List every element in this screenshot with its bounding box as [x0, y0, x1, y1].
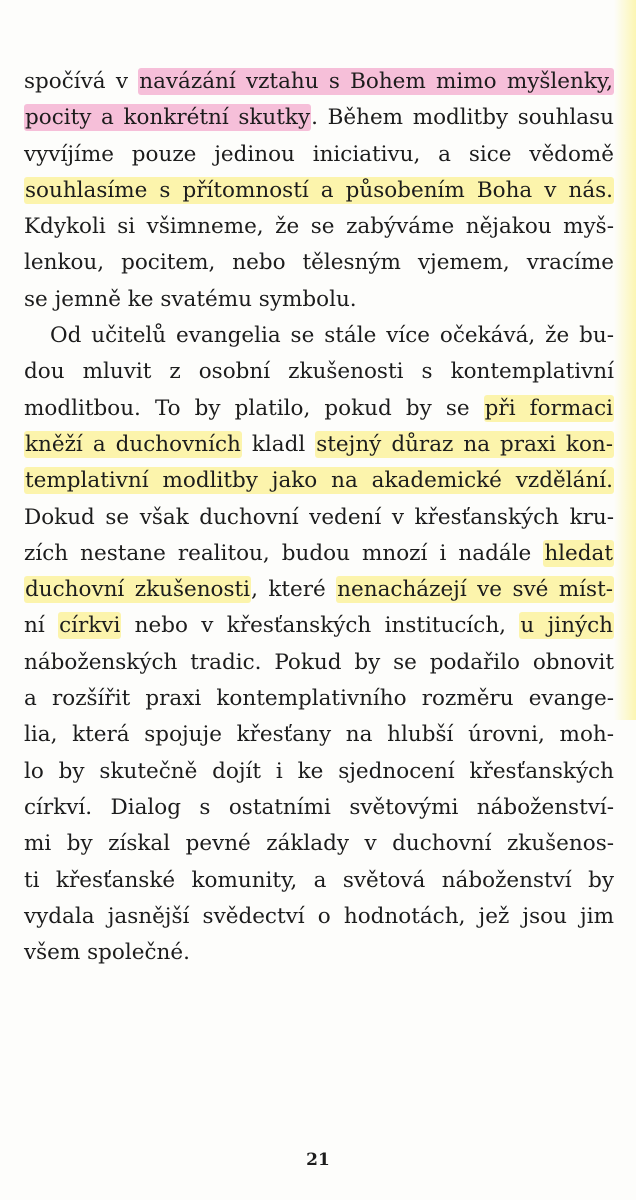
text-line — [24, 354, 614, 390]
text-segment: se jemně ke svatému symbolu. — [24, 286, 357, 312]
highlighted-text: při formaci — [484, 395, 613, 421]
text-line — [24, 245, 614, 281]
text-segment: ní — [24, 613, 59, 639]
text-line — [24, 64, 614, 100]
text-segment: spočívá v — [24, 69, 139, 94]
text-segment: náboženských tradic. Pokud by se podařilo obnovit — [24, 649, 614, 675]
text-line — [24, 681, 614, 717]
text-line — [24, 137, 614, 173]
text-line — [24, 173, 614, 209]
text-segment: vydala jasnější svědectví o hodnotách, jež jsou jim — [24, 903, 614, 929]
text-line — [24, 100, 614, 136]
text-segment: a rozšířit praxi kontemplativního rozměru evange- — [24, 686, 614, 712]
text-segment: Od učitelů evangelia se stále více očekává, že bu- — [50, 323, 614, 349]
highlighted-text: nenacházejí ve své míst- — [337, 577, 613, 603]
highlighted-text: stejný důraz na praxi kon- — [316, 431, 613, 457]
text-line — [24, 500, 614, 536]
text-line — [24, 391, 614, 427]
body-text — [24, 64, 614, 971]
text-segment: Kdykoli si všimneme, že se zabýváme nějakou myš- — [24, 214, 614, 240]
text-line — [24, 282, 614, 318]
highlighted-text: hledat — [544, 540, 613, 566]
text-segment: modlitbou. To by platilo, pokud by se — [24, 395, 484, 421]
text-segment: dou mluvit z osobní zkušenosti s kontemplativní — [24, 359, 614, 385]
text-segment: lo by skutečně dojít i ke sjednocení křesťanských — [24, 758, 614, 784]
text-line — [24, 645, 614, 681]
highlighted-text: u jiných — [520, 613, 613, 639]
text-line — [24, 717, 614, 753]
text-line — [24, 790, 614, 826]
text-segment: ti křesťanské komunity, a světová náboženství by — [24, 867, 614, 893]
text-line — [24, 209, 614, 245]
highlighted-text: církvi — [59, 613, 121, 639]
text-segment: církví. Dialog s ostatními světovými náboženství- — [24, 794, 614, 820]
text-segment: Dokud se však duchovní vedení v křesťanských kru- — [24, 504, 614, 530]
highlighted-text: navázání vztahu s Bohem mimo myšlenky, — [139, 69, 614, 94]
text-segment: lenkou, pocitem, nebo tělesným vjemem, vracíme — [24, 250, 614, 276]
edge-highlighter-mark — [614, 0, 636, 720]
text-line — [24, 536, 614, 572]
text-segment: zích nestane realitou, budou mnozí i nadále — [24, 540, 544, 566]
text-segment: . Během modlitby souhlasu — [311, 105, 614, 131]
highlighted-text: duchovní zkušenosti — [25, 577, 251, 603]
text-line — [24, 826, 614, 862]
text-line — [24, 608, 614, 644]
text-line — [24, 463, 614, 499]
text-segment: nebo v křesťanských institucích, — [121, 613, 520, 639]
text-segment: kladl — [241, 431, 316, 457]
text-line — [24, 427, 614, 463]
highlighted-text: pocity a konkrétní skutky — [25, 105, 311, 131]
text-segment: mi by získal pevné základy v duchovní zkušenos- — [24, 831, 614, 857]
text-line — [24, 318, 614, 354]
highlighted-text: kněží a duchovních — [25, 431, 241, 457]
text-segment: lia, která spojuje křesťany na hlubší úrovni, moh- — [24, 722, 614, 748]
text-segment: všem společné. — [24, 940, 190, 966]
text-segment: , které — [251, 577, 337, 603]
highlighted-text: templativní modlitby jako na akademické vzdělání. — [25, 468, 613, 494]
text-line — [24, 863, 614, 899]
page-number: 21 — [306, 1150, 330, 1170]
text-line — [24, 572, 614, 608]
highlighted-text: souhlasíme s přítomností a působením Boha v nás. — [25, 177, 613, 203]
text-segment: vyvíjíme pouze jedinou iniciativu, a sice vědomě — [24, 141, 614, 167]
text-line — [24, 754, 614, 790]
text-line — [24, 899, 614, 935]
text-line — [24, 935, 614, 971]
